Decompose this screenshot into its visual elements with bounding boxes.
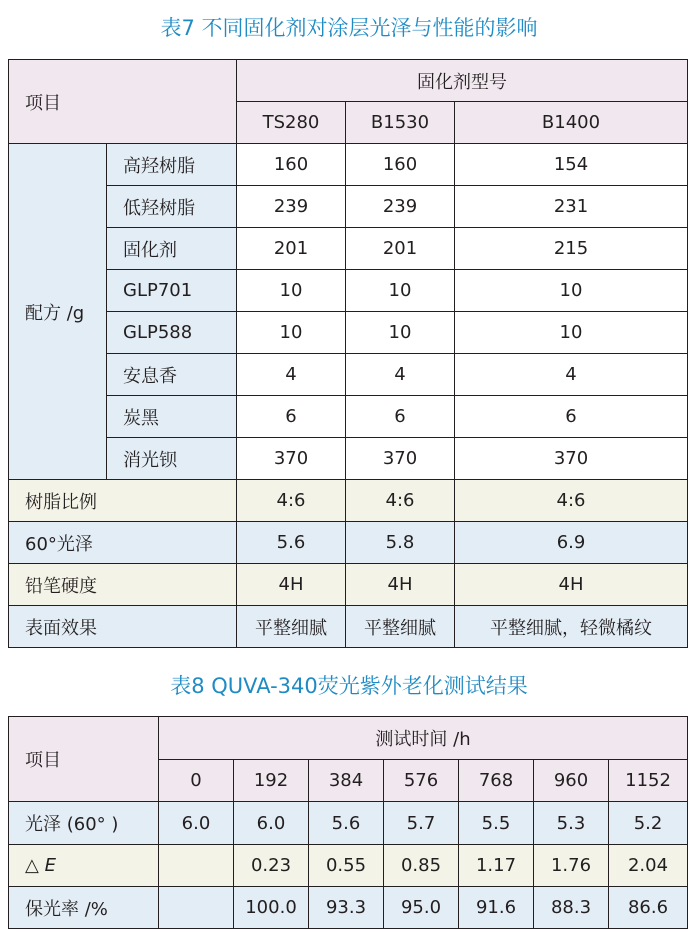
- cell: 160: [237, 144, 346, 186]
- time-header: 768: [459, 760, 534, 802]
- cell: 4: [455, 354, 688, 396]
- cell: 370: [455, 438, 688, 480]
- item-header: 项目: [9, 60, 237, 144]
- time-header: 0: [159, 760, 234, 802]
- cell: 0.55: [309, 845, 384, 887]
- table7-title: 表7 不同固化剂对涂层光泽与性能的影响: [160, 16, 538, 40]
- row-name: 光泽 (60° ): [9, 802, 159, 845]
- cell: 10: [346, 312, 455, 354]
- row-name: 高羟树脂: [107, 144, 237, 186]
- cell: 95.0: [384, 887, 459, 929]
- delta-e-letter: E: [44, 855, 56, 876]
- cell: 0.23: [234, 845, 309, 887]
- cell: 6: [346, 396, 455, 438]
- cell: 93.3: [309, 887, 384, 929]
- cell: 4: [346, 354, 455, 396]
- cell: 5.5: [459, 802, 534, 845]
- row-name: 低羟树脂: [107, 186, 237, 228]
- time-header: 960: [534, 760, 609, 802]
- cell: 4: [237, 354, 346, 396]
- cell: 100.0: [234, 887, 309, 929]
- cell: 154: [455, 144, 688, 186]
- cell: 215: [455, 228, 688, 270]
- cell: 239: [346, 186, 455, 228]
- group-header: 测试时间 /h: [159, 717, 688, 760]
- cell: 4H: [346, 564, 455, 606]
- cell: 5.8: [346, 522, 455, 564]
- cell: 6: [455, 396, 688, 438]
- cell: 4:6: [346, 480, 455, 522]
- time-header: 576: [384, 760, 459, 802]
- cell: [159, 887, 234, 929]
- cell: 10: [237, 312, 346, 354]
- cell: 6.9: [455, 522, 688, 564]
- cell: 2.04: [609, 845, 688, 887]
- cell: 1.76: [534, 845, 609, 887]
- cell: 370: [237, 438, 346, 480]
- cell: 4:6: [237, 480, 346, 522]
- model-header: B1400: [455, 102, 688, 144]
- cell: 10: [455, 270, 688, 312]
- model-header: B1530: [346, 102, 455, 144]
- table8: [8, 716, 688, 929]
- cell: 239: [237, 186, 346, 228]
- group-header: 固化剂型号: [237, 60, 688, 102]
- cell: 5.2: [609, 802, 688, 845]
- cell: 201: [237, 228, 346, 270]
- row-name: [9, 845, 159, 887]
- cell: 5.3: [534, 802, 609, 845]
- row-name: 炭黑: [107, 396, 237, 438]
- cell: 5.6: [309, 802, 384, 845]
- cell: 4H: [455, 564, 688, 606]
- row-name: GLP588: [107, 312, 237, 354]
- cell: [159, 845, 234, 887]
- time-header: 1152: [609, 760, 688, 802]
- cell: 201: [346, 228, 455, 270]
- row-name: 60°光泽: [9, 522, 237, 564]
- cell: 91.6: [459, 887, 534, 929]
- cell: 231: [455, 186, 688, 228]
- cell: 平整细腻，轻微橘纹: [455, 606, 688, 648]
- cell: 10: [455, 312, 688, 354]
- formula-label: 配方 /g: [9, 144, 107, 480]
- row-name: 铅笔硬度: [9, 564, 237, 606]
- cell: 86.6: [609, 887, 688, 929]
- model-header: TS280: [237, 102, 346, 144]
- cell: 10: [346, 270, 455, 312]
- time-header: 192: [234, 760, 309, 802]
- cell: 平整细腻: [237, 606, 346, 648]
- cell: 160: [346, 144, 455, 186]
- cell: 1.17: [459, 845, 534, 887]
- cell: 88.3: [534, 887, 609, 929]
- table7: [8, 59, 688, 648]
- cell: 6.0: [234, 802, 309, 845]
- row-name: GLP701: [107, 270, 237, 312]
- cell: 平整细腻: [346, 606, 455, 648]
- item-header: 项目: [9, 717, 159, 802]
- cell: 10: [237, 270, 346, 312]
- cell: 0.85: [384, 845, 459, 887]
- delta-symbol: △: [25, 855, 45, 876]
- row-name: 安息香: [107, 354, 237, 396]
- cell: 6: [237, 396, 346, 438]
- cell: 5.7: [384, 802, 459, 845]
- cell: 4:6: [455, 480, 688, 522]
- row-name: 表面效果: [9, 606, 237, 648]
- cell: 5.6: [237, 522, 346, 564]
- row-name: 保光率 /%: [9, 887, 159, 929]
- row-name: 固化剂: [107, 228, 237, 270]
- cell: 6.0: [159, 802, 234, 845]
- row-name: 消光钡: [107, 438, 237, 480]
- cell: 4H: [237, 564, 346, 606]
- row-name: 树脂比例: [9, 480, 237, 522]
- table8-title: 表8 QUVA-340荧光紫外老化测试结果: [170, 674, 528, 698]
- cell: 370: [346, 438, 455, 480]
- time-header: 384: [309, 760, 384, 802]
